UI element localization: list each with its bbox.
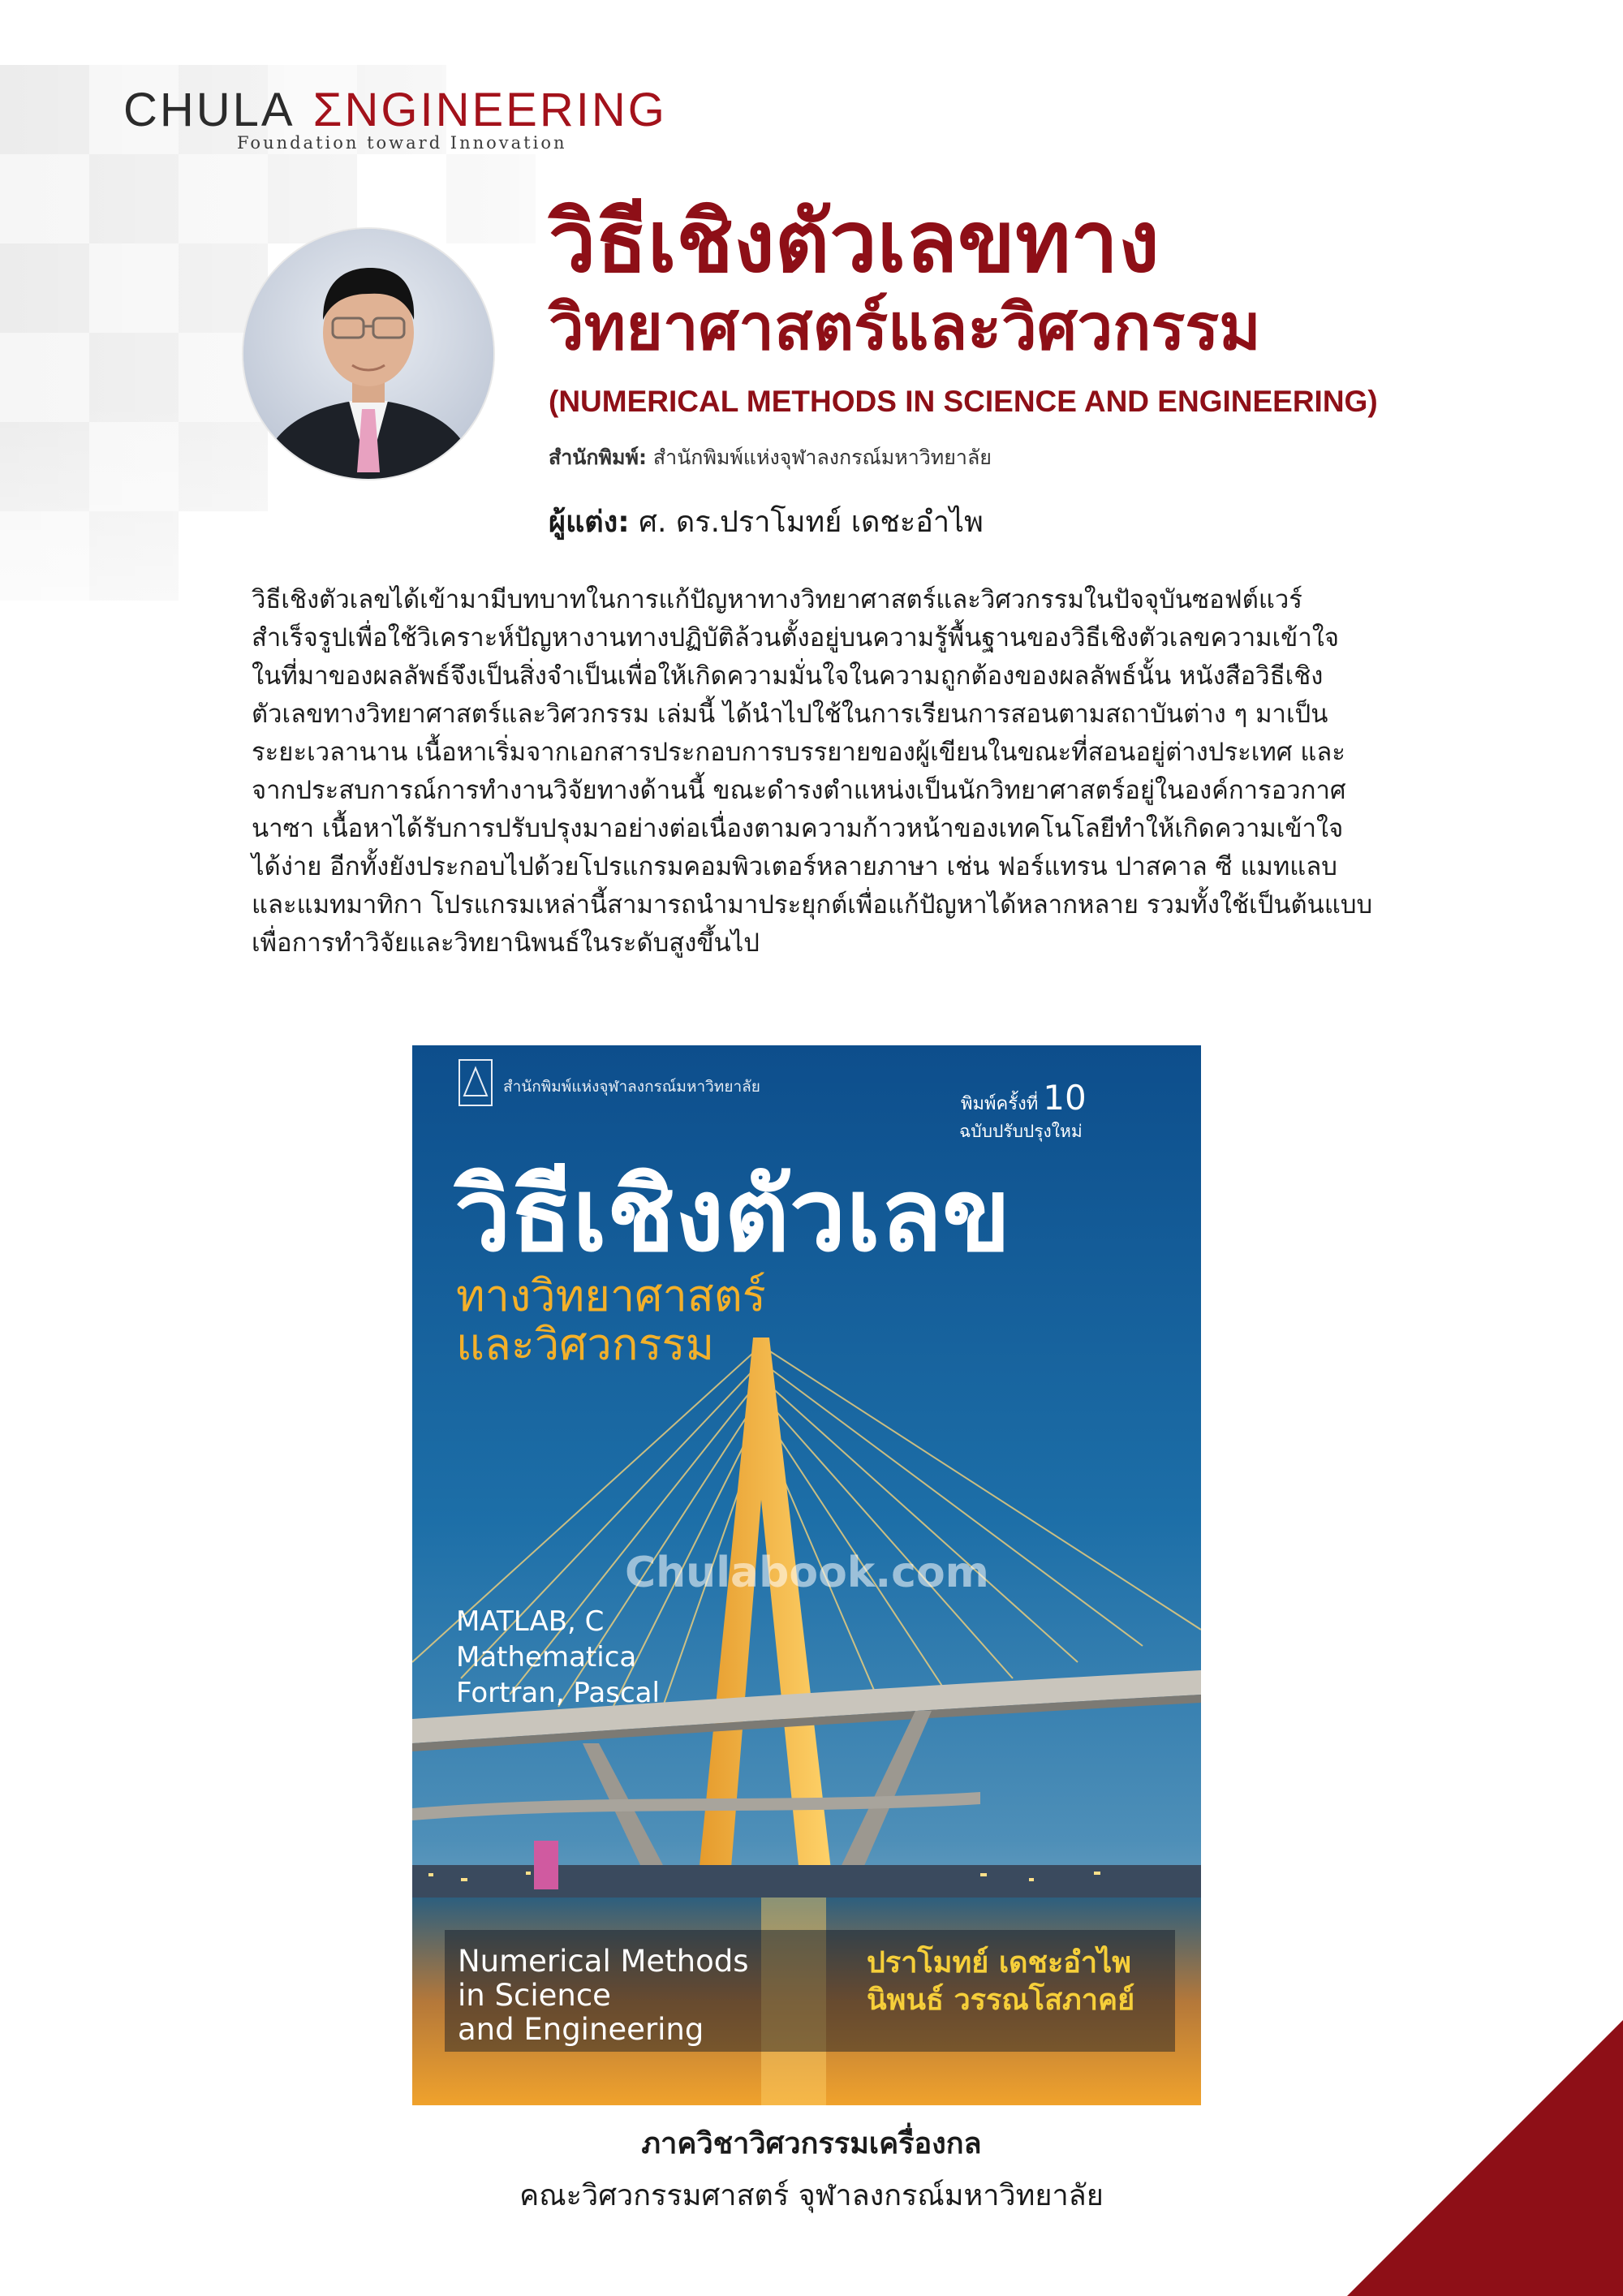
cover-authors	[867, 1945, 1134, 2019]
cover-language-item: MATLAB, C	[456, 1605, 605, 1638]
cover-edition	[961, 1078, 1087, 1118]
cover-language-item: Mathematica	[456, 1641, 637, 1674]
corner-decoration	[1347, 2020, 1623, 2296]
book-title-thai-line1: วิธีเชิงตัวเลขทาง	[549, 192, 1160, 291]
description-line: ตัวเลขทางวิทยาศาสตร์และวิศวกรรม เล่มนี้ ได้นำไปใช้ในการเรียนการสอนตามสถาบันต่าง ๆ มาเป็น	[252, 700, 1328, 729]
faculty-caption: คณะวิศวกรรมศาสตร์ จุฬาลงกรณ์มหาวิทยาลัย	[519, 2179, 1104, 2212]
description-line: นาซา เนื้อหาได้รับการปรับปรุงมาอย่างต่อเนื่องตามความก้าวหน้าของเทคโนโลยีทำให้เกิดความเข้าใจ	[252, 814, 1344, 843]
cover-languages	[456, 1604, 660, 1711]
cover-english-title	[458, 1945, 749, 2047]
logo-chula-text: CHULA	[123, 84, 295, 136]
cover-language-item: Fortran, Pascal	[456, 1677, 660, 1709]
book-title-thai-line2: วิทยาศาสตร์และวิศวกรรม	[549, 291, 1261, 364]
cover-title-line3: และวิศวกรรม	[456, 1319, 715, 1370]
cover-publisher: สำนักพิมพ์แห่งจุฬาลงกรณ์มหาวิทยาลัย	[503, 1078, 760, 1096]
description-line: ได้ง่าย อีกทั้งยังประกอบไปด้วยโปรแกรมคอมพิวเตอร์หลายภาษา เช่น ฟอร์แทรน ปาสคาล ซี แมทแลบ	[252, 852, 1337, 881]
cover-edition-number: 10	[1043, 1078, 1087, 1118]
description-line: จากประสบการณ์การทำงานวิจัยทางด้านนี้ ขณะดำรงตำแหน่งเป็นนักวิทยาศาสตร์อยู่ในองค์การอวกาศ	[252, 776, 1346, 805]
author-label: ผู้แต่ง:	[549, 506, 630, 539]
author-photo	[243, 229, 493, 479]
publisher-label: สำนักพิมพ์:	[549, 446, 647, 469]
author-value: ศ. ดร.ปราโมทย์ เดชะอำไพ	[639, 506, 984, 539]
description-line: ระยะเวลานาน เนื้อหาเริ่มจากเอกสารประกอบการบรรยายของผู้เขียนในขณะที่สอนอยู่ต่างประเทศ และ	[252, 738, 1345, 767]
book-title-english: (NUMERICAL METHODS IN SCIENCE AND ENGINEERING)	[549, 385, 1378, 418]
cover-title-line2: ทางวิทยาศาสตร์	[456, 1270, 766, 1321]
cover-edition-label: พิมพ์ครั้งที่	[961, 1094, 1039, 1114]
cover-author-name: นิพนธ์ วรรณโสภาคย์	[867, 1984, 1135, 2017]
description-line: ในที่มาของผลลัพธ์จึงเป็นสิ่งจำเป็นเพื่อให้เกิดความมั่นใจในความถูกต้องของผลลัพธ์นั้น หนังสือวิธีเชิง	[252, 661, 1324, 691]
publisher-value: สำนักพิมพ์แห่งจุฬาลงกรณ์มหาวิทยาลัย	[652, 446, 992, 469]
publisher-line	[549, 442, 992, 474]
cover-english-title-line: Numerical Methods	[458, 1944, 749, 1979]
book-cover-image	[412, 1045, 1201, 2105]
cover-watermark: Chulabook.com	[625, 1549, 989, 1597]
cover-english-title-line: in Science	[458, 1978, 611, 2013]
logo-tagline: Foundation toward Innovation	[237, 133, 567, 153]
chula-engineering-logo	[123, 84, 667, 153]
book-description	[252, 581, 1404, 963]
description-line: สำเร็จรูปเพื่อใช้วิเคราะห์ปัญหางานทางปฏิบัติล้วนตั้งอยู่บนความรู้พื้นฐานของวิธีเชิงตัวเลขความเข้าใจ	[252, 623, 1340, 653]
cover-title-line1: วิธีเชิงตัวเลข	[454, 1157, 1011, 1274]
description-line: และแมทมาทิกา โปรแกรมเหล่านี้สามารถนำมาประยุกต์เพื่อแก้ปัญหาได้หลากหลาย รวมทั้งใช้เป็นต้นแบบ	[252, 890, 1373, 920]
cover-english-title-line: and Engineering	[458, 2012, 704, 2047]
description-line: เพื่อการทำวิจัยและวิทยานิพนธ์ในระดับสูงขึ้นไป	[252, 928, 760, 958]
author-portrait-illustration	[243, 229, 493, 479]
cover-author-name: ปราโมทย์ เดชะอำไพ	[867, 1946, 1131, 1979]
description-line: วิธีเชิงตัวเลขได้เข้ามามีบทบาทในการแก้ปัญหาทางวิทยาศาสตร์และวิศวกรรมในปัจจุบันซอฟต์แวร์	[252, 585, 1302, 614]
logo-engineering-text: ƩNGINEERING	[312, 84, 667, 136]
cover-edition-note: ฉบับปรับปรุงใหม่	[959, 1122, 1083, 1141]
department-caption: ภาควิชาวิศวกรรมเครื่องกล	[641, 2127, 982, 2160]
author-line	[549, 498, 984, 545]
